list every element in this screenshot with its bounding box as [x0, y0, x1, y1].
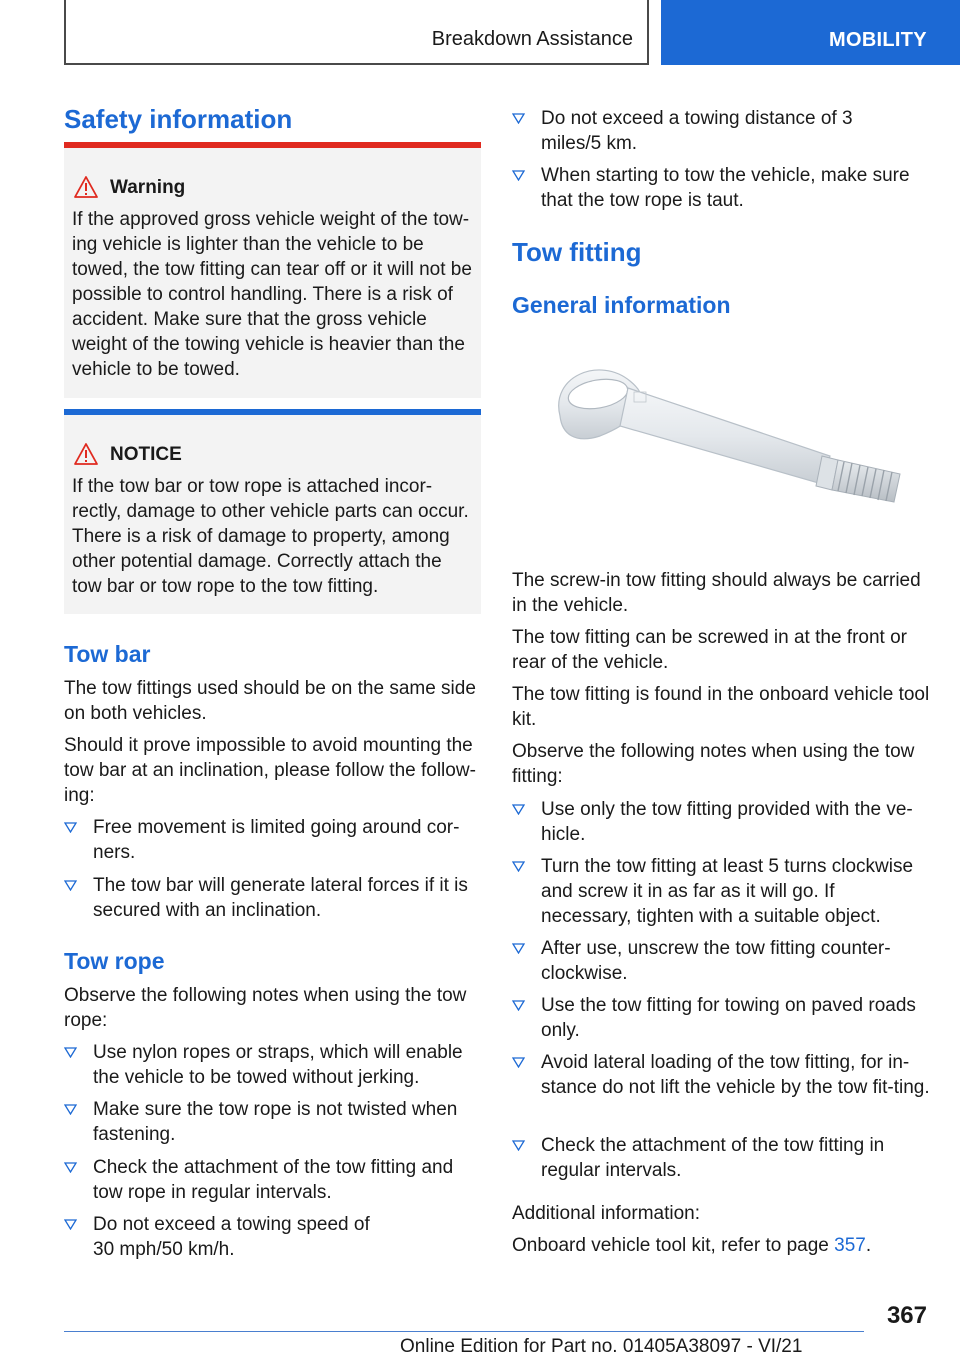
bullet-triangle-icon [512, 113, 525, 124]
tow-fitting-paragraph-3: The tow fitting is found in the onboard vehicle tool kit. [512, 684, 930, 730]
list-item-text: When starting to tow the vehicle, make sure that the tow rope is taut. [541, 165, 910, 211]
bullet-triangle-icon [512, 804, 525, 815]
bullet-triangle-icon [64, 1104, 77, 1115]
bullet-triangle-icon [512, 943, 525, 954]
additional-information-label: Additional information: [512, 1203, 700, 1224]
notice-triangle-icon [73, 442, 99, 466]
list-item-text: Avoid lateral loading of the tow fitting, for in‐stance do not lift the vehicle by the tow fit‐ting. [541, 1052, 930, 1098]
heading-tow-fitting: Tow fitting [512, 237, 642, 267]
bullet-triangle-icon [512, 170, 525, 181]
heading-safety-information: Safety information [64, 104, 293, 134]
list-item [512, 106, 930, 156]
list-item [512, 797, 930, 847]
list-item-text: Use only the tow fitting provided with the ve‐hicle. [541, 799, 913, 845]
tow-bar-paragraph-1: The tow fittings used should be on the same side on both vehicles. [64, 678, 476, 724]
list-item [512, 854, 930, 929]
reference-line [512, 1233, 930, 1258]
tow-fitting-illustration [540, 356, 920, 536]
list-item-text: Use nylon ropes or straps, which will enable the vehicle to be towed without jerking. [93, 1042, 463, 1088]
warning-box [64, 142, 481, 398]
list-item [512, 1050, 930, 1125]
list-item [64, 1097, 482, 1147]
notice-text: If the tow bar or tow rope is attached incor‐rectly, damage to other vehicle parts can occur. There is a risk of damage to property, among other potential damage. Correctly attach the tow bar or tow rope to the tow fitting. [72, 476, 469, 597]
list-item [64, 1212, 482, 1262]
list-item [512, 1133, 930, 1183]
heading-tow-rope: Tow rope [64, 948, 165, 974]
list-item [64, 1040, 482, 1090]
header-chapter-label: MOBILITY [829, 29, 927, 51]
footer-edition: Online Edition for Part no. 01405A38097 - VI/21 [400, 1336, 803, 1357]
list-item-text: Free movement is limited going around cor‐ners. [93, 817, 460, 863]
heading-general-information: General information [512, 292, 731, 318]
header-section-title: Breakdown Assistance [431, 28, 633, 50]
bullet-triangle-icon [64, 822, 77, 833]
notice-title: NOTICE [110, 444, 182, 465]
tow-bar-paragraph-2: Should it prove impossible to avoid mounting the tow bar at an inclination, please follow the follow‐ing: [64, 735, 476, 806]
list-item [512, 936, 930, 986]
tow-fitting-paragraph-1: The screw-in tow fitting should always be carried in the vehicle. [512, 570, 921, 616]
tow-fitting-paragraph-4: Observe the following notes when using the tow fitting: [512, 741, 915, 787]
reference-text: Onboard vehicle tool kit, refer to page [512, 1235, 829, 1256]
warning-triangle-icon [73, 175, 99, 199]
list-item-text: Use the tow fitting for towing on paved roads only. [541, 995, 916, 1041]
list-item-text: Check the attachment of the tow fitting and tow rope in regular intervals. [93, 1157, 454, 1203]
warning-title: Warning [110, 177, 186, 198]
bullet-triangle-icon [64, 880, 77, 891]
list-item-text: The tow bar will generate lateral forces if it is secured with an inclination. [93, 875, 468, 921]
list-item-text: Do not exceed a towing speed of 30 mph/50 km/h. [93, 1214, 370, 1260]
bullet-triangle-icon [512, 1000, 525, 1011]
bullet-triangle-icon [64, 1219, 77, 1230]
list-item [64, 815, 482, 865]
list-item [512, 993, 930, 1043]
list-item-text: Check the attachment of the tow fitting in regular intervals. [541, 1135, 885, 1181]
bullet-triangle-icon [64, 1047, 77, 1058]
tow-rope-paragraph-1: Observe the following notes when using the tow rope: [64, 985, 467, 1031]
tow-fitting-paragraph-2: The tow fitting can be screwed in at the front or rear of the vehicle. [512, 627, 907, 673]
header-section-box [64, 0, 649, 65]
list-item [64, 1155, 482, 1205]
bullet-triangle-icon [64, 1162, 77, 1173]
page-number: 367 [886, 1302, 927, 1329]
list-item-text: Make sure the tow rope is not twisted when fastening. [93, 1099, 458, 1145]
notice-box [64, 409, 481, 614]
header-chapter-tab[interactable] [661, 0, 960, 65]
bullet-triangle-icon [512, 1057, 525, 1068]
warning-text: If the approved gross vehicle weight of the tow‐ing vehicle is lighter than the vehicle to be towed, the tow fitting can tear off or it will not be possible to control handling. There is a risk of accident. Make sure that the gross vehicle weight of the towing vehicle is heavier than the vehicle to be towed. [72, 209, 472, 380]
page-reference-link[interactable]: 357 [834, 1235, 866, 1256]
bullet-triangle-icon [512, 861, 525, 872]
list-item [64, 873, 482, 923]
tow-fitting-icon [540, 356, 920, 536]
list-item-text: After use, unscrew the tow fitting counter‐clockwise. [541, 938, 891, 984]
list-item-text: Do not exceed a towing distance of 3 miles/5 km. [541, 108, 853, 154]
list-item [512, 163, 930, 213]
reference-end: . [865, 1235, 872, 1256]
footer-divider [64, 1331, 864, 1332]
heading-tow-bar: Tow bar [64, 641, 151, 667]
list-item-text: Turn the tow fitting at least 5 turns clockwise and screw it in as far as it will go. If necessary, tighten with a suitable object. [541, 856, 914, 927]
bullet-triangle-icon [512, 1140, 525, 1151]
